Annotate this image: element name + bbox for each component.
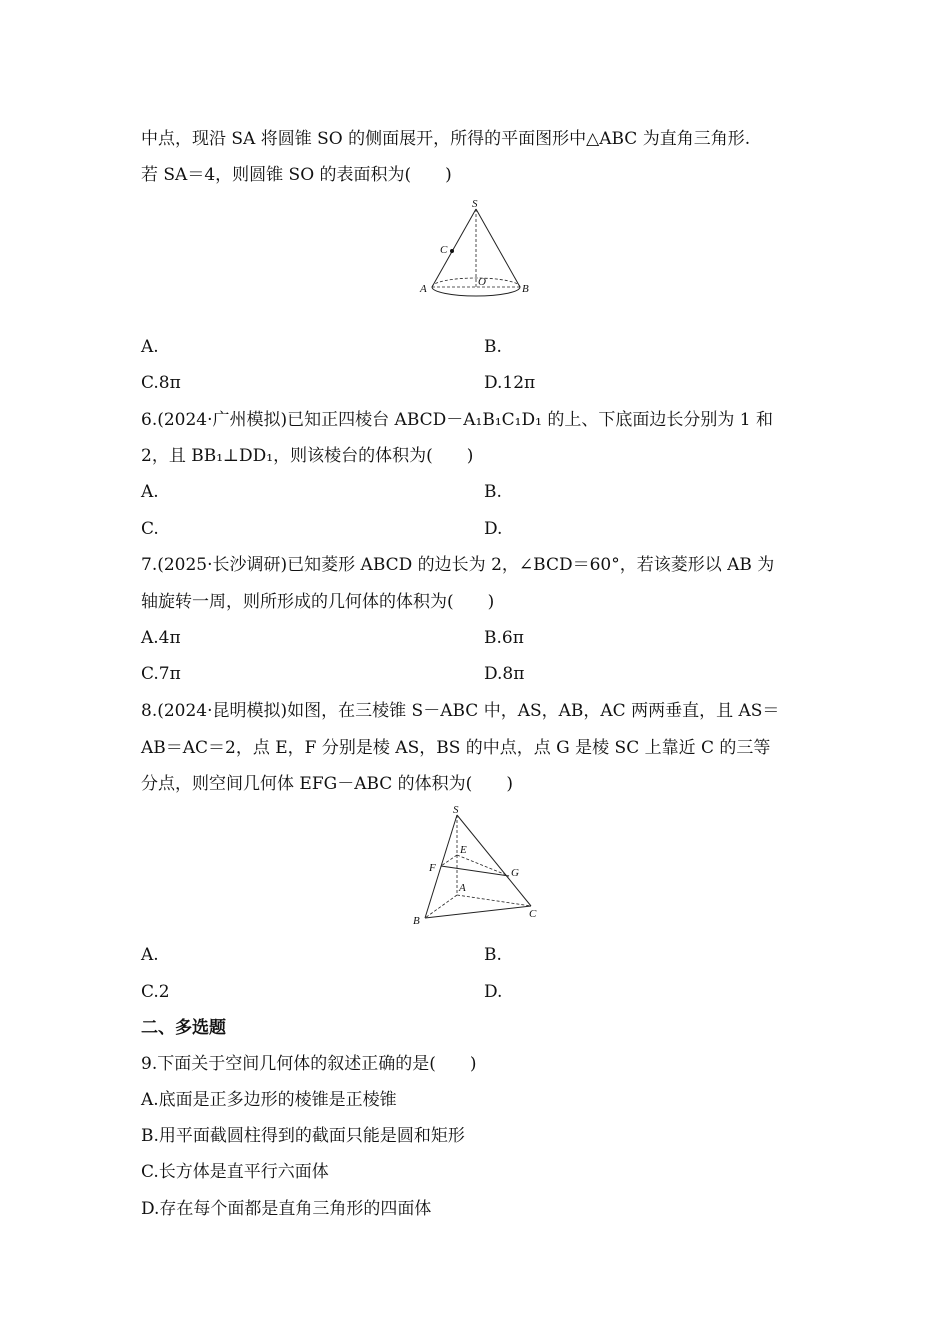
pyramid-figure [405,803,555,928]
q6-option-c: C. [141,519,159,539]
q7-option-c: C.7π [141,664,181,684]
q7-option-b: B.6π [484,628,524,648]
q5-option-d: D.12π [484,373,536,393]
q9-option-a: A.底面是正多边形的棱锥是正棱锥 [141,1090,397,1110]
label-s: S [472,198,478,210]
q8-option-a: A. [141,945,159,965]
q8-option-b: B. [484,945,502,965]
q8-option-c: C.2 [141,982,170,1002]
q9-option-b: B.用平面截圆柱得到的截面只能是圆和矩形 [141,1126,465,1146]
edge-eg [457,855,509,876]
label-f: F [429,862,436,874]
label-o: O [478,276,486,288]
edge-fg [441,866,509,876]
label-e: E [460,844,467,856]
q8-option-d: D. [484,982,503,1002]
q5-option-c: C.8π [141,373,181,393]
label-b: B [413,915,420,927]
cone-base-front [432,287,520,296]
q5-stem-line2: 若 SA＝4，则圆锥 SO 的表面积为( ) [141,165,452,185]
q7-stem-line1: 7.(2025·长沙调研)已知菱形 ABCD 的边长为 2，∠BCD＝60°，若该菱形以 AB 为 [141,555,775,575]
q7-stem-line2: 轴旋转一周，则所形成的几何体的体积为( ) [141,592,495,612]
q5-option-a: A. [141,337,159,357]
q6-option-b: B. [484,482,502,502]
label-s: S [453,804,459,816]
q7-option-a: A.4π [141,628,181,648]
edge-bc [425,906,531,918]
q5-option-b: B. [484,337,502,357]
cone-left-edge [432,209,476,287]
label-a: A [459,882,466,894]
q8-stem-line1: 8.(2024·昆明模拟)如图，在三棱锥 S－ABC 中，AS，AB，AC 两两垂直，且 AS＝ [141,701,780,721]
edge-ac [457,895,531,906]
label-a: A [420,283,427,295]
label-c: C [440,244,448,256]
q6-stem-line2: 2，且 BB₁⊥DD₁，则该棱台的体积为( ) [141,446,474,466]
label-c: C [529,908,537,920]
q6-option-a: A. [141,482,159,502]
q6-option-d: D. [484,519,503,539]
edge-ef [441,855,457,866]
point-c [450,249,454,253]
cone-figure [410,195,540,305]
section-title: 二、多选题 [141,1018,226,1038]
edge-sc [457,815,531,906]
label-g: G [511,867,519,879]
label-b: B [522,283,529,295]
q8-stem-line2: AB＝AC＝2，点 E，F 分别是棱 AS，BS 的中点，点 G 是棱 SC 上靠近 C 的三等 [141,738,771,758]
q7-option-d: D.8π [484,664,525,684]
q8-stem-line3: 分点，则空间几何体 EFG－ABC 的体积为( ) [141,774,513,794]
q9-stem: 9.下面关于空间几何体的叙述正确的是( ) [141,1054,477,1074]
q6-stem-line1: 6.(2024·广州模拟)已知正四棱台 ABCD－A₁B₁C₁D₁ 的上、下底面边长分别为 1 和 [141,410,773,430]
q9-option-c: C.长方体是直平行六面体 [141,1162,329,1182]
q9-option-d: D.存在每个面都是直角三角形的四面体 [141,1199,432,1219]
q5-stem-line1: 中点，现沿 SA 将圆锥 SO 的侧面展开，所得的平面图形中△ABC 为直角三角形. [141,129,751,149]
